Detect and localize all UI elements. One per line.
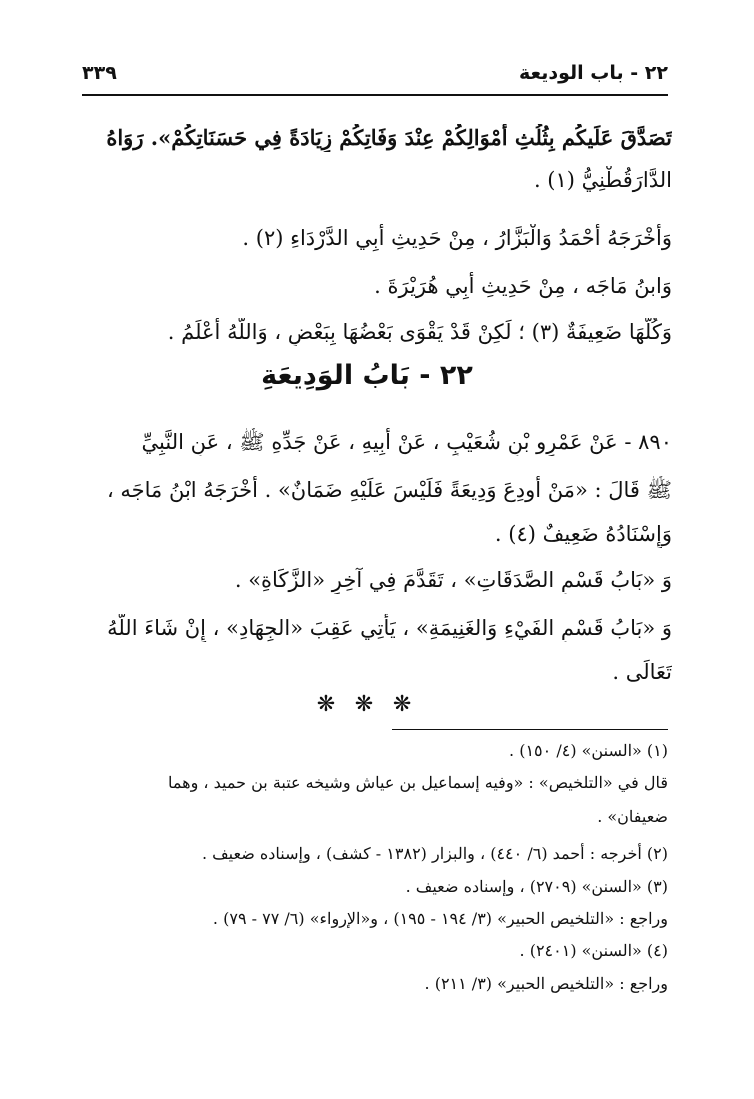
hadith-grading-line: وَإِسْنَادُهُ ضَعِيفٌ (٤) .	[494, 522, 672, 546]
footnote-line: ضعيفان» .	[597, 807, 668, 826]
cross-reference-line: وَ «بَابُ قَسْمِ الصَّدَقَاتِ» ، تَقَدَّمَ فِي آخِرِ «الزَّكَاةِ» .	[234, 568, 672, 592]
footnote-line: وراجع : «التلخيص الحبير» (٣/ ١٩٤ - ١٩٥) ، و«الإرواء» (٦/ ٧٧ - ٧٩) .	[212, 909, 668, 928]
footnote-line: وراجع : «التلخيص الحبير» (٣/ ٢١١) .	[424, 974, 668, 993]
takhrij-line: وَابنُ مَاجَه ، مِنْ حَدِيثِ أَبِي هُرَيْرَةَ .	[374, 274, 672, 298]
hadith-matn-line: ﷺ قَالَ : «مَنْ أُودِعَ وَدِيعَةً فَلَيْسَ عَلَيْهِ ضَمَانٌ» . أَخْرَجَهُ ابْنُ مَاجَه ،	[106, 478, 672, 502]
footnote-line: (٢) أخرجه : أحمد (٦/ ٤٤٠) ، والبزار (١٣٨٢ - كشف) ، وإسناده ضعيف .	[201, 844, 668, 863]
chapter-running-title: ٢٢ - باب الوديعة	[519, 62, 668, 84]
hadith-isnad-line: ٨٩٠ - عَنْ عَمْرِو بْنِ شُعَيْبٍ ، عَنْ أَبِيهِ ، عَنْ جَدِّهِ ﷺ ، عَنِ النَّبِيِّ	[141, 430, 672, 454]
footnote-line: قال في «التلخيص» : «وفيه إسماعيل بن عياش وشيخه عتبة بن حميد ، وهما	[168, 773, 668, 792]
narrator-line: الدَّارَقُطْنِيُّ (١) .	[533, 168, 672, 192]
grading-line: وَكُلُّهَا ضَعِيفَةٌ (٣) ؛ لَكِنْ قَدْ يَقْوَى بَعْضُهَا بِبَعْضٍ ، وَاللَّهُ أَعْلَمُ .	[167, 320, 672, 344]
cross-reference-line: وَ «بَابُ قَسْمِ الفَيْءِ وَالغَنِيمَةِ» ، يَأْتِي عَقِبَ «الجِهَادِ» ، إِنْ شَاءَ اللَّهُ	[107, 616, 672, 640]
footnote-line: (٤) «السنن» (٢٤٠١) .	[519, 941, 668, 960]
chapter-heading: ٢٢ - بَابُ الوَدِيعَةِ	[261, 360, 473, 391]
cross-reference-line: تَعَالَى .	[612, 660, 672, 684]
takhrij-line: وَأَخْرَجَهُ أَحْمَدُ وَالْبَزَّارُ ، مِنْ حَدِيثِ أَبِي الدَّرْدَاءِ (٢) .	[242, 226, 672, 250]
footnote-rule	[392, 729, 668, 730]
section-separator: ❋ ❋ ❋	[316, 692, 418, 717]
hadith-text-line: تَصَدَّقَ عَلَيكُم بِثُلُثِ أَمْوَالِكُمْ عِنْدَ وَفَاتِكُمْ زِيَادَةً فِي حَسَنَاتِكُمْ». رَوَاهُ	[106, 125, 672, 150]
footnote-line: (١) «السنن» (٤/ ١٥٠) .	[509, 741, 668, 760]
footnote-line: (٣) «السنن» (٢٧٠٩) ، وإسناده ضعيف .	[405, 877, 668, 896]
page-number: ٣٣٩	[82, 62, 117, 84]
running-header	[82, 60, 668, 96]
